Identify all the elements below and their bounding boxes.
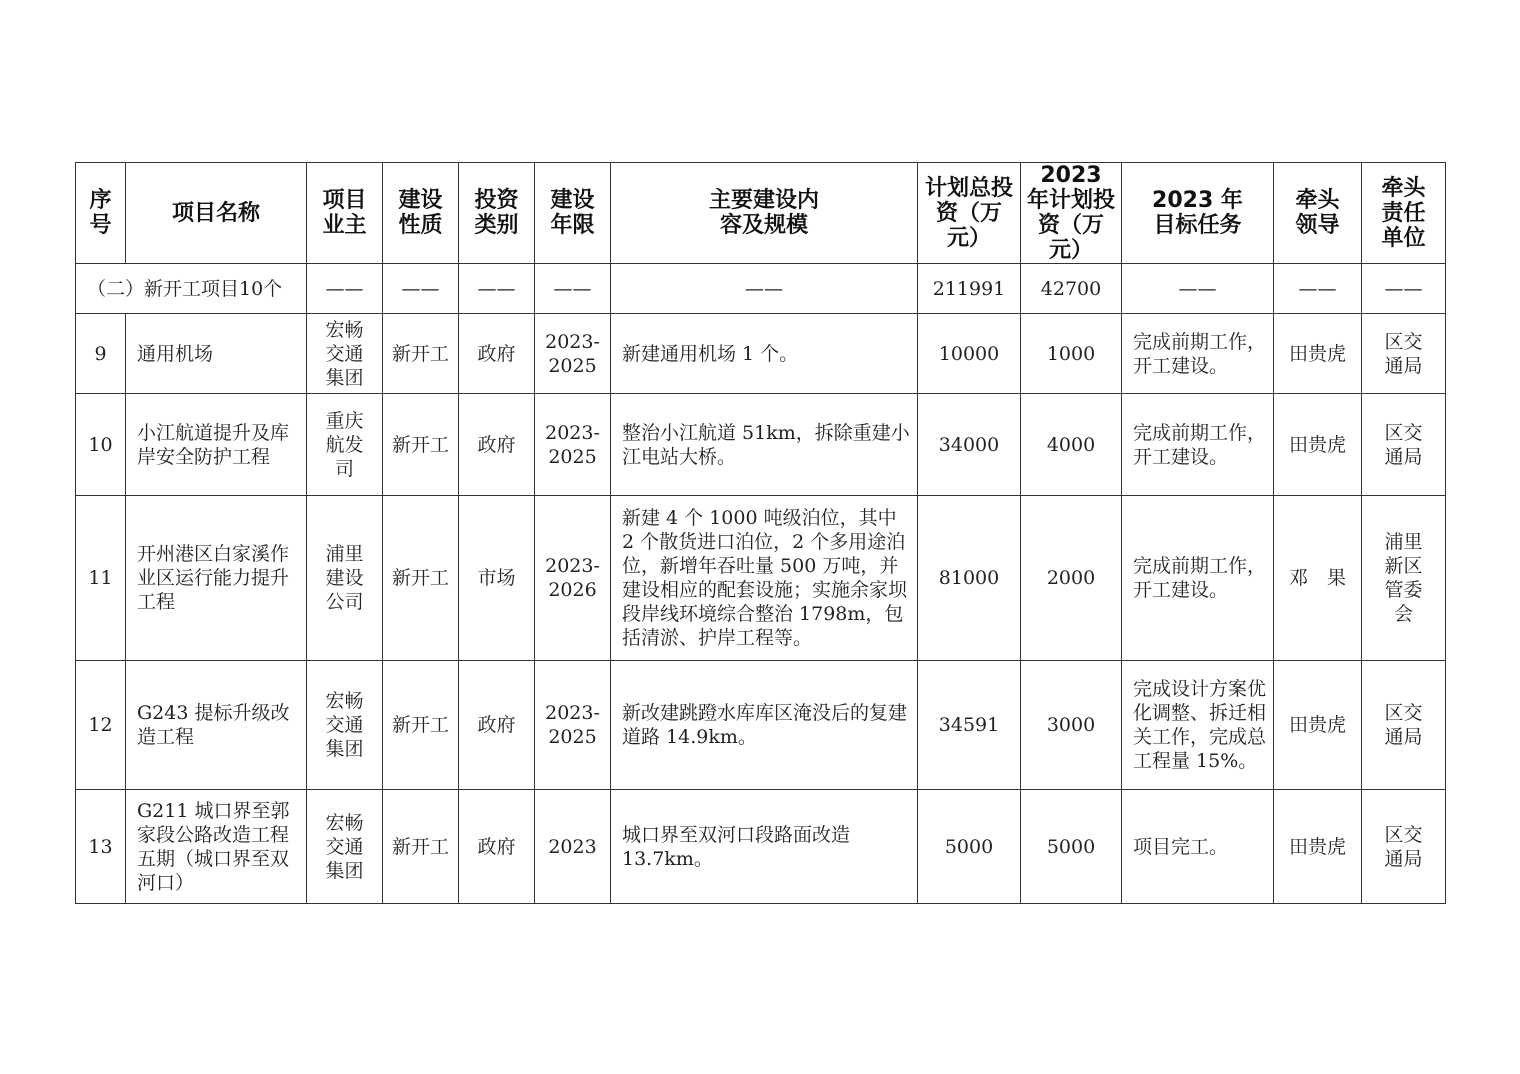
section-dash: ——: [383, 264, 459, 314]
cell-name: G243 提标升级改造工程: [126, 661, 307, 790]
cell-task: 完成前期工作，开工建设。: [1122, 496, 1274, 661]
cell-leader: 田贵虎: [1274, 790, 1362, 904]
cell-content: 新建通用机场 1 个。: [611, 314, 918, 394]
cell-plan2023: 2000: [1021, 496, 1122, 661]
cell-seq: 12: [76, 661, 126, 790]
header-invest-type: 投资类别: [459, 163, 535, 264]
cell-seq: 9: [76, 314, 126, 394]
section-label: （二）新开工项目10个: [76, 264, 307, 314]
cell-task: 完成设计方案优化调整、拆迁相关工作，完成总工程量 15%。: [1122, 661, 1274, 790]
header-task2023: 2023 年目标任务: [1122, 163, 1274, 264]
cell-invest-type: 政府: [459, 790, 535, 904]
cell-content: 新建 4 个 1000 吨级泊位，其中 2 个散货进口泊位，2 个多用途泊位，新增年吞吐量 500 万吨，并建设相应的配套设施；实施余家坝段岸线环境综合整治 1798m，包括清淤、护岸工程等。: [611, 496, 918, 661]
cell-total: 10000: [918, 314, 1021, 394]
cell-owner: 重庆航发司: [307, 394, 383, 496]
cell-task: 项目完工。: [1122, 790, 1274, 904]
cell-period: 2023-2026: [535, 496, 611, 661]
cell-owner: 宏畅交通集团: [307, 661, 383, 790]
cell-plan2023: 1000: [1021, 314, 1122, 394]
cell-owner: 宏畅交通集团: [307, 790, 383, 904]
header-total: 计划总投资（万元）: [918, 163, 1021, 264]
cell-unit: 区交通局: [1362, 314, 1446, 394]
cell-period: 2023-2025: [535, 314, 611, 394]
cell-period: 2023-2025: [535, 661, 611, 790]
cell-invest-type: 市场: [459, 496, 535, 661]
table-row: [76, 394, 1446, 496]
cell-period: 2023: [535, 790, 611, 904]
cell-name: 小江航道提升及库岸安全防护工程: [126, 394, 307, 496]
header-plan2023: 2023 年计划投资（万元）: [1021, 163, 1122, 264]
cell-invest-type: 政府: [459, 394, 535, 496]
table-row: [76, 661, 1446, 790]
cell-seq: 11: [76, 496, 126, 661]
header-nature: 建设性质: [383, 163, 459, 264]
section-dash: ——: [1274, 264, 1362, 314]
table-row: [76, 314, 1446, 394]
cell-total: 34000: [918, 394, 1021, 496]
cell-seq: 10: [76, 394, 126, 496]
cell-total: 81000: [918, 496, 1021, 661]
cell-plan2023: 5000: [1021, 790, 1122, 904]
table-row: [76, 790, 1446, 904]
section-dash: ——: [535, 264, 611, 314]
section-total: 211991: [918, 264, 1021, 314]
section-dash: ——: [611, 264, 918, 314]
header-name: 项目名称: [126, 163, 307, 264]
cell-owner: 浦里建设公司: [307, 496, 383, 661]
cell-leader: 田贵虎: [1274, 314, 1362, 394]
header-leader: 牵头领导: [1274, 163, 1362, 264]
cell-total: 34591: [918, 661, 1021, 790]
header-seq: 序号: [76, 163, 126, 264]
cell-leader: 田贵虎: [1274, 394, 1362, 496]
header-unit: 牵头责任单位: [1362, 163, 1446, 264]
cell-invest-type: 政府: [459, 661, 535, 790]
cell-seq: 13: [76, 790, 126, 904]
cell-name: 开州港区白家溪作业区运行能力提升工程: [126, 496, 307, 661]
cell-nature: 新开工: [383, 496, 459, 661]
cell-plan2023: 3000: [1021, 661, 1122, 790]
cell-invest-type: 政府: [459, 314, 535, 394]
section-dash: ——: [1122, 264, 1274, 314]
header-row: [76, 163, 1446, 264]
cell-unit: 区交通局: [1362, 394, 1446, 496]
cell-nature: 新开工: [383, 394, 459, 496]
cell-content: 整治小江航道 51km，拆除重建小江电站大桥。: [611, 394, 918, 496]
section-plan2023: 42700: [1021, 264, 1122, 314]
section-dash: ——: [1362, 264, 1446, 314]
cell-nature: 新开工: [383, 314, 459, 394]
header-period: 建设年限: [535, 163, 611, 264]
cell-total: 5000: [918, 790, 1021, 904]
header-content: 主要建设内容及规模: [611, 163, 918, 264]
cell-content: 城口界至双河口段路面改造 13.7km。: [611, 790, 918, 904]
cell-task: 完成前期工作，开工建设。: [1122, 394, 1274, 496]
section-row: [76, 264, 1446, 314]
project-table: [75, 162, 1446, 904]
cell-period: 2023-2025: [535, 394, 611, 496]
cell-unit: 区交通局: [1362, 661, 1446, 790]
cell-unit: 区交通局: [1362, 790, 1446, 904]
cell-leader: 邓 果: [1274, 496, 1362, 661]
cell-leader: 田贵虎: [1274, 661, 1362, 790]
cell-owner: 宏畅交通集团: [307, 314, 383, 394]
cell-name: 通用机场: [126, 314, 307, 394]
header-owner: 项目业主: [307, 163, 383, 264]
section-dash: ——: [459, 264, 535, 314]
cell-nature: 新开工: [383, 790, 459, 904]
cell-nature: 新开工: [383, 661, 459, 790]
cell-content: 新改建跳蹬水库库区淹没后的复建道路 14.9km。: [611, 661, 918, 790]
section-dash: ——: [307, 264, 383, 314]
cell-task: 完成前期工作，开工建设。: [1122, 314, 1274, 394]
cell-name: G211 城口界至郭家段公路改造工程五期（城口界至双河口）: [126, 790, 307, 904]
table-row: [76, 496, 1446, 661]
cell-plan2023: 4000: [1021, 394, 1122, 496]
cell-unit: 浦里新区管委会: [1362, 496, 1446, 661]
